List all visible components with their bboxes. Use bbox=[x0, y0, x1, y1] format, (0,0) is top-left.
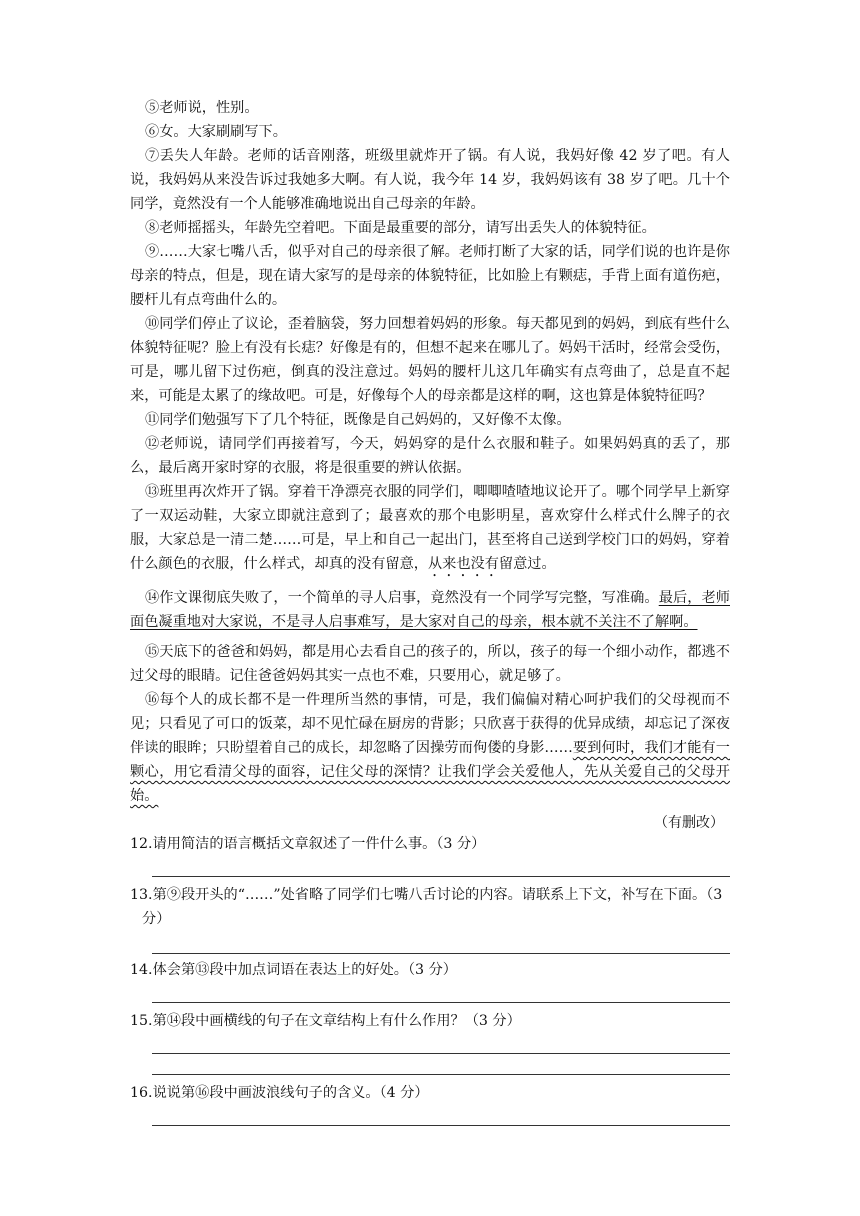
answer-line-16[interactable] bbox=[152, 1105, 730, 1126]
question-16: 16.说说第⑯段中画波浪线句子的含义。（4 分） bbox=[130, 1085, 429, 1101]
answer-line-14[interactable] bbox=[152, 982, 730, 1003]
paragraph-10: ⑩同学们停止了议论，歪着脑袋，努力回想着妈妈的形象。每天都见到的妈妈，到底有些什么体貌特征呢？脸上有没有长痣？好像是有的，但想不起来在哪儿了。妈妈干活时，经常会受伤，可是，哪儿留下过伤疤，倒真的没注意过。妈妈的腰杆儿这几年确实有点弯曲了，总是直不起来，可能是太累了的缘故吧。可是，好像每个人的母亲都是这样的啊，这也算是体貌特征吗？ bbox=[130, 316, 730, 404]
question-12: 12.请用简洁的语言概括文章叙述了一件什么事。（3 分） bbox=[130, 836, 486, 852]
question-13: 13.第⑨段开头的“……”处省略了同学们七嘴八舌讨论的内容。请联系上下文，补写在下面。（3 分） bbox=[130, 887, 723, 927]
answer-line-15b[interactable] bbox=[152, 1054, 730, 1075]
paragraph-12: ⑫老师说，请同学们再接着写，今天，妈妈穿的是什么衣服和鞋子。如果妈妈真的丢了，那么，最后离开家时穿的衣服，将是很重要的辨认依据。 bbox=[130, 436, 730, 476]
paragraph-9: ⑨……大家七嘴八舌，似乎对自己的母亲很了解。老师打断了大家的话，同学们说的也许是你母亲的特点，但是，现在请大家写的是母亲的体貌特征，比如脸上有颗痣，手背上面有道伤疤，腰杆儿有点弯曲什么的。 bbox=[130, 244, 730, 308]
answer-line-15a[interactable] bbox=[152, 1033, 730, 1054]
question-14: 14.体会第⑬段中加点词语在表达上的好处。（3 分） bbox=[130, 962, 457, 978]
wavy-underlined-sentence: 要到何时，我们才能有一颗心，用它看清父母的面容，记住父母的深情？让我们学会关爱他人，先从关爱自己的父母开始。 bbox=[130, 740, 730, 804]
answer-line-13[interactable] bbox=[152, 931, 730, 954]
paragraph-8: ⑧老师摇摇头，年龄先空着吧。下面是最重要的部分，请写出丢失人的体貌特征。 bbox=[145, 220, 656, 236]
paragraph-13-text: ⑬班里再次炸开了锅。穿着干净漂亮衣服的同学们，唧唧喳喳地议论开了。哪个同学早上新穿了一双运动鞋，大家立即就注意到了；最喜欢的那个电影明星，喜欢穿什么样式什么牌子的衣服，大家总是一清二楚……可是，早上和自己一起出门，甚至将自己送到学校门口的妈妈，穿着什么颜色的衣服，什么样式，却真的没有留意， bbox=[130, 484, 730, 572]
paragraph-7: ⑦丢失人年龄。老师的话音刚落，班级里就炸开了锅。有人说，我妈好像 42 岁了吧。有人说，我妈妈从来没告诉过我她多大啊。有人说，我今年 14 岁，我妈妈该有 38 岁了吧。几十个同学，竟然没有一个人能够准确地说出自己母亲的年龄。 bbox=[130, 148, 730, 212]
paragraph-6: ⑥女。大家刷刷写下。 bbox=[145, 124, 287, 140]
paragraph-16 bbox=[130, 688, 730, 808]
question-15: 15.第⑭段中画横线的句子在文章结构上有什么作用？（3 分） bbox=[130, 1013, 521, 1029]
paragraph-13-end: 留意过。 bbox=[498, 556, 556, 572]
underlined-sentence: 最后，老师面色凝重地对大家说，不是寻人启事难写，是大家对自己的母亲，根本就不关注不了解啊。 bbox=[130, 590, 730, 630]
paragraph-13 bbox=[130, 480, 730, 580]
paragraph-11: ⑪同学们勉强写下了几个特征，既像是自己妈妈的，又好像不太像。 bbox=[145, 412, 571, 428]
paragraph-14-text: ⑭作文课彻底失败了，一个简单的寻人启事，竟然没有一个同学写完整，写准确。 bbox=[145, 590, 659, 606]
answer-line-12[interactable] bbox=[152, 856, 730, 877]
paragraph-15: ⑮天底下的爸爸和妈妈，都是用心去看自己的孩子的，所以，孩子的每一个细小动作，都逃不过父母的眼睛。记住爸爸妈妈其实一点也不难，只要用心，就足够了。 bbox=[130, 644, 730, 684]
paragraph-16-text: ⑯每个人的成长都不是一件理所当然的事情，可是，我们偏偏对精心呵护我们的父母视而不见；只看见了可口的饭菜，却不见忙碌在厨房的背影；只欣喜于获得的优异成绩，却忘记了深夜伴读的眼眸；只盼望着自己的成长，却忽略了因操劳而佝偻的身影…… bbox=[130, 692, 730, 756]
source-note: （有删改） bbox=[654, 815, 724, 831]
document-page bbox=[130, 96, 730, 1126]
dotted-words: 从来也没有 bbox=[427, 556, 499, 572]
paragraph-14 bbox=[130, 586, 730, 634]
paragraph-5: ⑤老师说，性别。 bbox=[145, 100, 259, 116]
